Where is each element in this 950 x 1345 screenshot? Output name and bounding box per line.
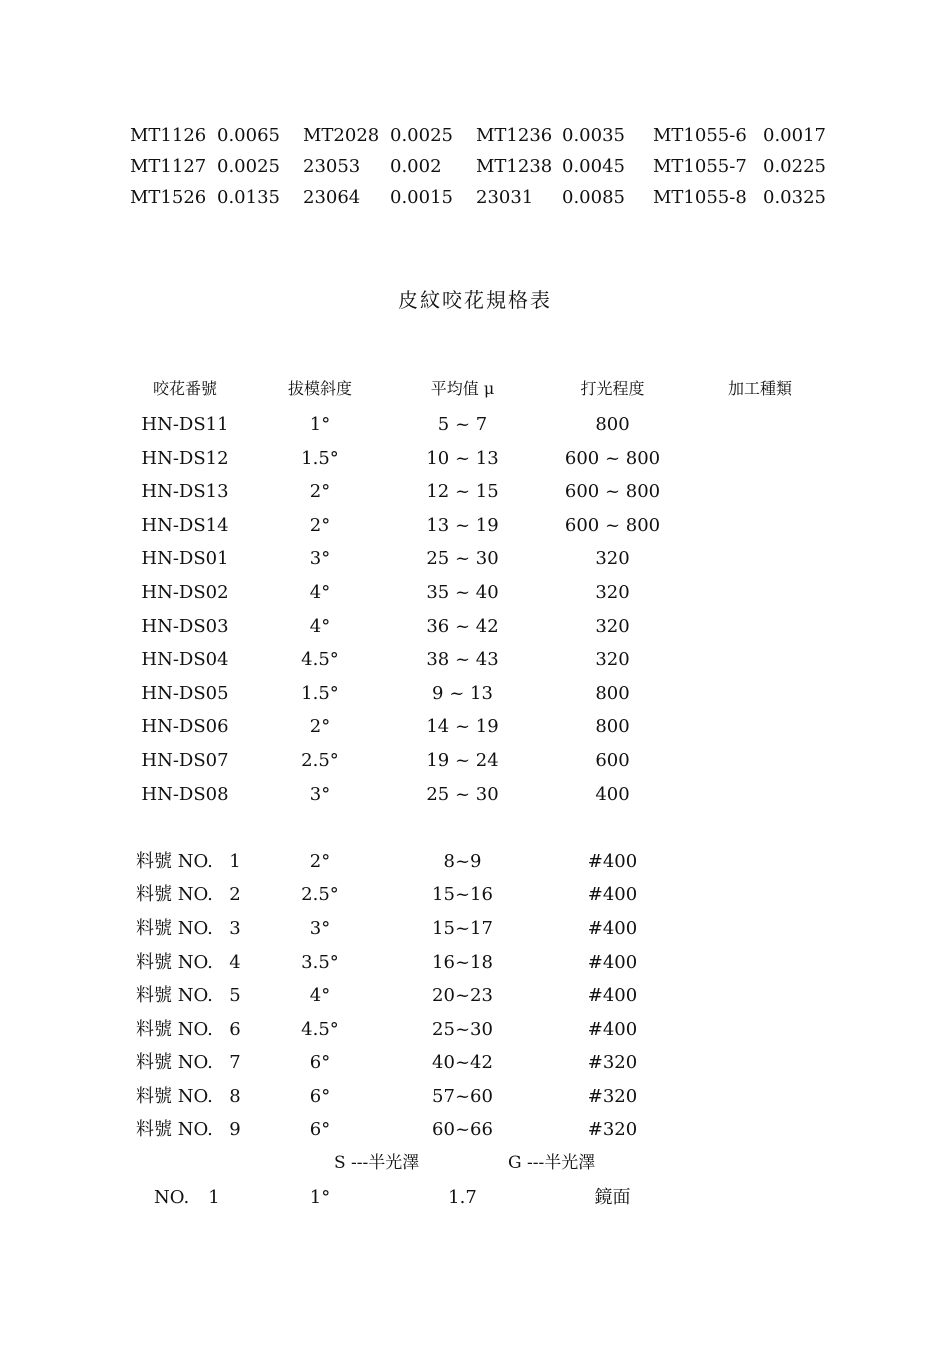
legend-g: G ---半光澤 xyxy=(508,1153,596,1174)
table-row xyxy=(90,643,850,677)
average-cell: 38 ~ 43 xyxy=(426,649,499,671)
draft-angle-cell: 4.5° xyxy=(301,1018,339,1040)
polish-cell: #400 xyxy=(587,850,638,872)
table-row xyxy=(90,878,850,912)
table-cell: 0.0085 xyxy=(562,187,625,208)
material-number: 8 xyxy=(229,1085,241,1107)
polish-cell: #320 xyxy=(587,1119,638,1141)
draft-angle-cell: 2° xyxy=(309,481,331,503)
draft-angle-cell: 2° xyxy=(309,716,331,738)
material-label: 料號 NO. xyxy=(136,884,213,906)
table-row xyxy=(90,778,850,812)
material-label: 料號 NO. xyxy=(136,1018,213,1040)
draft-angle-cell: 3° xyxy=(309,917,331,939)
average-cell: 9 ~ 13 xyxy=(432,682,493,704)
draft-angle-cell: 4.5° xyxy=(301,649,339,671)
header-process-type: 加工種類 xyxy=(727,379,792,398)
table-cell: 0.0017 xyxy=(763,125,826,146)
polish-cell: #400 xyxy=(587,884,638,906)
draft-angle-cell: 3° xyxy=(309,548,331,570)
table-row xyxy=(90,442,850,476)
material-number: 2 xyxy=(229,884,241,906)
code-cell: HN-DS07 xyxy=(141,749,229,771)
polish-cell: 800 xyxy=(595,414,630,435)
legend-row xyxy=(90,1147,850,1181)
code-cell: HN-DS12 xyxy=(141,447,229,469)
table-cell: 0.0045 xyxy=(562,156,625,177)
polish-cell: 600 ~ 800 xyxy=(564,447,661,469)
table-cell: 0.0135 xyxy=(217,187,280,208)
hn-rows xyxy=(90,408,850,811)
average-cell: 36 ~ 42 xyxy=(426,615,499,637)
average-cell: 12 ~ 15 xyxy=(426,481,499,503)
table-row xyxy=(90,1080,850,1114)
material-label: 料號 NO. xyxy=(136,1085,213,1107)
table-cell: 0.0035 xyxy=(562,125,625,146)
draft-angle-cell: 4° xyxy=(309,581,331,603)
polish-cell: 800 xyxy=(595,716,630,738)
legend-s: S ---半光澤 xyxy=(334,1153,420,1174)
polish-cell: 600 xyxy=(595,749,630,771)
polish-cell: 320 xyxy=(595,615,630,637)
section-spacer xyxy=(90,811,850,845)
polish-cell: 400 xyxy=(595,783,630,805)
code-cell: HN-DS04 xyxy=(141,649,229,671)
final-draft-angle: 1° xyxy=(309,1186,331,1208)
header-code: 咬花番號 xyxy=(152,379,217,398)
draft-angle-cell: 1.5° xyxy=(301,447,339,469)
draft-angle-cell: 3° xyxy=(309,783,331,805)
average-cell: 8~9 xyxy=(443,850,482,872)
table-cell: 0.0015 xyxy=(390,187,453,208)
average-cell: 35 ~ 40 xyxy=(426,581,499,603)
table-cell: 0.0065 xyxy=(217,125,280,146)
table-cell: 0.0225 xyxy=(763,156,826,177)
table-cell: MT1127 xyxy=(130,156,207,177)
polish-cell: #400 xyxy=(587,951,638,973)
final-polish: 鏡面 xyxy=(594,1186,631,1208)
table-row xyxy=(130,120,850,151)
table-cell: MT1055-7 xyxy=(653,156,747,177)
material-label: 料號 NO. xyxy=(136,1052,213,1074)
table-row xyxy=(90,946,850,980)
material-label: 料號 NO. xyxy=(136,985,213,1007)
table-row xyxy=(90,576,850,610)
page-title: 皮紋咬花規格表 xyxy=(398,288,552,312)
draft-angle-cell: 6° xyxy=(309,1052,331,1074)
polish-cell: 600 ~ 800 xyxy=(564,481,661,503)
table-cell: 23053 xyxy=(303,156,361,177)
table-cell: 23064 xyxy=(303,187,361,208)
polish-cell: 320 xyxy=(595,581,630,603)
table-cell: MT1055-8 xyxy=(653,187,747,208)
code-cell: HN-DS05 xyxy=(141,682,229,704)
table-cell: 23031 xyxy=(476,187,534,208)
table-cell: 0.0025 xyxy=(217,156,280,177)
table-cell: MT1055-6 xyxy=(653,125,747,146)
average-cell: 60~66 xyxy=(432,1119,493,1141)
code-cell: HN-DS01 xyxy=(141,548,229,570)
draft-angle-cell: 3.5° xyxy=(301,951,339,973)
polish-cell: #320 xyxy=(587,1085,638,1107)
code-cell: HN-DS03 xyxy=(141,615,229,637)
table-row xyxy=(90,475,850,509)
code-cell: HN-DS13 xyxy=(141,481,229,503)
final-label: NO. xyxy=(154,1186,190,1208)
table-cell: 0.0325 xyxy=(763,187,826,208)
table-row xyxy=(90,509,850,543)
average-cell: 13 ~ 19 xyxy=(426,514,499,536)
table-cell: MT1126 xyxy=(130,125,207,146)
average-cell: 57~60 xyxy=(432,1085,493,1107)
code-cell: HN-DS14 xyxy=(141,514,229,536)
code-cell: HN-DS06 xyxy=(141,716,229,738)
final-row xyxy=(90,1181,850,1215)
table-cell: MT1236 xyxy=(476,125,553,146)
table-row xyxy=(130,182,850,213)
average-cell: 5 ~ 7 xyxy=(437,414,488,435)
polish-cell: #400 xyxy=(587,1018,638,1040)
polish-cell: #400 xyxy=(587,917,638,939)
texture-spec-table xyxy=(90,372,850,1214)
average-cell: 25 ~ 30 xyxy=(426,783,499,805)
table-cell: MT1526 xyxy=(130,187,207,208)
average-cell: 10 ~ 13 xyxy=(426,447,499,469)
table-row xyxy=(90,1013,850,1047)
table-row xyxy=(90,979,850,1013)
table-row xyxy=(90,610,850,644)
code-cell: HN-DS02 xyxy=(141,581,229,603)
table-row xyxy=(90,744,850,778)
average-cell: 25 ~ 30 xyxy=(426,548,499,570)
average-cell: 20~23 xyxy=(432,985,493,1007)
polish-cell: #400 xyxy=(587,985,638,1007)
table-row xyxy=(90,912,850,946)
draft-angle-cell: 2.5° xyxy=(301,884,339,906)
material-rows xyxy=(90,845,850,1147)
table-cell: MT2028 xyxy=(303,125,380,146)
header-average: 平均值 μ xyxy=(430,379,495,398)
material-number: 1 xyxy=(229,850,241,872)
average-cell: 15~16 xyxy=(432,884,493,906)
table-row xyxy=(90,845,850,879)
draft-angle-cell: 2.5° xyxy=(301,749,339,771)
material-label: 料號 NO. xyxy=(136,917,213,939)
header-draft-angle: 拔模斜度 xyxy=(287,379,352,398)
average-cell: 14 ~ 19 xyxy=(426,716,499,738)
table-header-row xyxy=(90,372,850,408)
polish-cell: 600 ~ 800 xyxy=(564,514,661,536)
draft-angle-cell: 6° xyxy=(309,1085,331,1107)
material-number: 7 xyxy=(229,1052,241,1074)
draft-angle-cell: 2° xyxy=(309,850,331,872)
average-cell: 19 ~ 24 xyxy=(426,749,499,771)
material-number: 5 xyxy=(229,985,241,1007)
draft-angle-cell: 4° xyxy=(309,985,331,1007)
material-label: 料號 NO. xyxy=(136,850,213,872)
material-number: 3 xyxy=(229,917,241,939)
table-cell: 0.0025 xyxy=(390,125,453,146)
table-cell: MT1238 xyxy=(476,156,553,177)
top-reference-table xyxy=(130,120,850,213)
final-number: 1 xyxy=(208,1186,220,1208)
table-row xyxy=(90,1113,850,1147)
table-row xyxy=(90,408,850,442)
material-number: 6 xyxy=(229,1018,241,1040)
polish-cell: 320 xyxy=(595,548,630,570)
average-cell: 16~18 xyxy=(432,951,493,973)
header-polish: 打光程度 xyxy=(580,379,645,398)
table-row xyxy=(90,1046,850,1080)
average-cell: 40~42 xyxy=(432,1052,493,1074)
material-label: 料號 NO. xyxy=(136,951,213,973)
polish-cell: #320 xyxy=(587,1052,638,1074)
table-row xyxy=(90,677,850,711)
polish-cell: 800 xyxy=(595,682,630,704)
code-cell: HN-DS11 xyxy=(141,414,229,435)
material-label: 料號 NO. xyxy=(136,1119,213,1141)
table-row xyxy=(90,542,850,576)
code-cell: HN-DS08 xyxy=(141,783,229,805)
draft-angle-cell: 2° xyxy=(309,514,331,536)
average-cell: 25~30 xyxy=(432,1018,493,1040)
draft-angle-cell: 6° xyxy=(309,1119,331,1141)
final-average: 1.7 xyxy=(448,1186,477,1208)
draft-angle-cell: 1.5° xyxy=(301,682,339,704)
table-cell: 0.002 xyxy=(390,156,442,177)
polish-cell: 320 xyxy=(595,649,630,671)
table-row xyxy=(130,151,850,182)
table-row xyxy=(90,710,850,744)
average-cell: 15~17 xyxy=(432,917,493,939)
material-number: 4 xyxy=(229,951,241,973)
draft-angle-cell: 4° xyxy=(309,615,331,637)
material-number: 9 xyxy=(229,1119,241,1141)
draft-angle-cell: 1° xyxy=(309,414,331,435)
